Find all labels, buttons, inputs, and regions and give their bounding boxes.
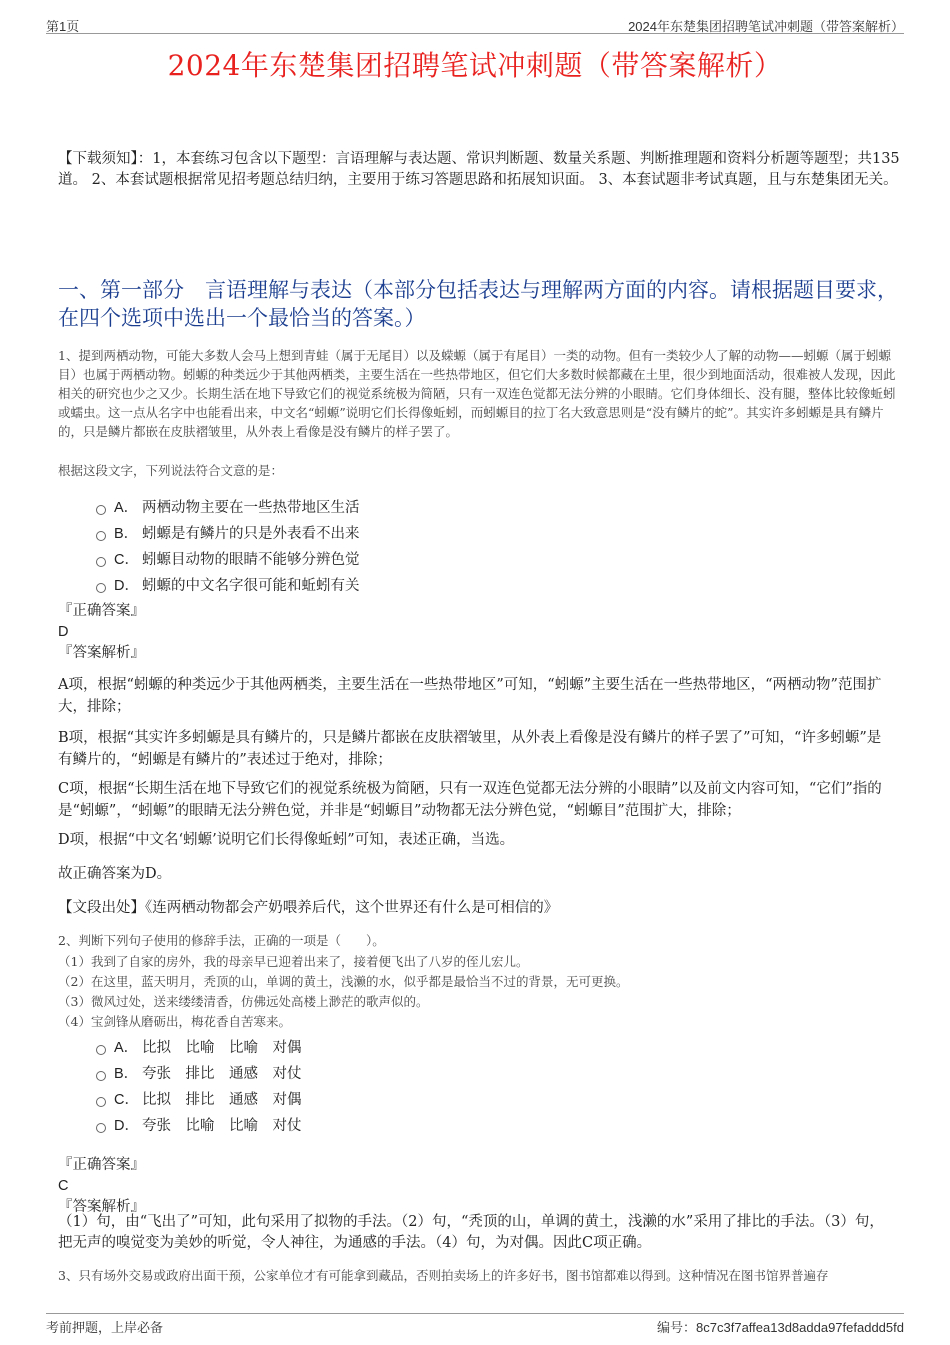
radio-icon[interactable] (96, 1045, 106, 1055)
question-1-options (96, 493, 360, 597)
question-3-stem: 3、只有场外交易或政府出面干预，公家单位才有可能拿到藏品，否则拍卖场上的许多好书，图书馆都难以得到。这种情况在图书馆界普遍存 (58, 1268, 829, 1283)
analysis-c: C项，根据“长期生活在地下导致它们的视觉系统极为简陋，只有一双连色觉都无法分辨的小眼睛”以及前文内容可知，“它们”指的是“蚓螈”，“蚓螈”的眼睛无法分辨色觉，并非是“蚓螈目”动物都无法分辨色觉，“蚓螈目”范围扩大，排除； (58, 781, 882, 819)
download-notice: 【下载须知】：1，本套练习包含以下题型：言语理解与表达题、常识判断题、数量关系题、判断推理题和资料分析题等题型；共135道。 2、本套试题根据常见招考题总结归纳，主要用于练习答题思路和拓展知识面。 3、本套试题非考试真题，且与东楚集团无关。 (58, 151, 900, 188)
page-footer (46, 1313, 904, 1336)
answer-value: C (58, 1178, 69, 1194)
option-d[interactable]: D． 蚓螈的中文名字很可能和蚯蚓有关 (96, 571, 360, 597)
radio-icon[interactable] (96, 557, 106, 567)
question-1-prompt: 根据这段文字，下列说法符合文意的是： (58, 463, 284, 478)
option-a[interactable]: A． 两栖动物主要在一些热带地区生活 (96, 493, 360, 519)
header-doc-title: 2024年东楚集团招聘笔试冲刺题（带答案解析） (628, 19, 904, 34)
analysis-b: B项，根据“其实许多蚓螈是具有鳞片的，只是鳞片都嵌在皮肤褶皱里，从外表上看像是没有鳞片的样子罢了”可知，“许多蚓螈”是有鳞片的，“蚓螈是有鳞片的”表述过于绝对，排除； (58, 730, 882, 768)
radio-icon[interactable] (96, 583, 106, 593)
question-2-analysis: （1）句，由“飞出了”可知，此句采用了拟物的手法。（2）句，“秃顶的山，单调的黄土，浅濑的水”采用了排比的手法。（3）句，把无声的嗅觉变为美妙的听觉，令人神往，为通感的手法。（4）句，为对偶。因此C项正确。 (58, 1214, 884, 1251)
answer-value: D (58, 624, 69, 640)
page-title: 2024年东楚集团招聘笔试冲刺题（带答案解析） (167, 49, 783, 82)
option-b[interactable]: B． 蚓螈是有鳞片的只是外表看不出来 (96, 519, 360, 545)
question-2-answer (58, 1154, 900, 1218)
answer-label: 『正确答案』 (58, 1157, 145, 1173)
option-a[interactable]: A． 比拟 比喻 比喻 对偶 (96, 1033, 302, 1059)
answer-label: 『正确答案』 (58, 603, 145, 619)
radio-icon[interactable] (96, 531, 106, 541)
question-2-sentence-1: （1）我到了自家的房外，我的母亲早已迎着出来了，接着便飞出了八岁的侄儿宏儿。 (58, 954, 529, 969)
question-2-options (96, 1033, 302, 1137)
question-1-passage: 1、提到两栖动物，可能大多数人会马上想到青蛙（属于无尾目）以及蝾螈（属于有尾目）一类的动物。但有一类较少人了解的动物——蚓螈（属于蚓螈目）也属于两栖动物。蚓螈的种类远少于其他两栖类，主要生活在一些热带地区，但它们大多数时候都藏在土里，很少到地面活动，很难被人发现，因此相关的研究也少之又少。长期生活在地下导致它们的视觉系统极为简陋，只有一双连色觉都无法分辨的小眼睛。它们身体细长、没有腿，整体比较像蚯蚓或蠕虫。这一点从名字中也能看出来，中文名“蚓螈”说明它们长得像蚯蚓，而蚓螈目的拉丁名大致意思则是“没有鳞片的蛇”。其实许多蚓螈是具有鳞片的，只是鳞片都嵌在皮肤褶皱里，从外表上看像是没有鳞片的样子罢了。 (58, 348, 896, 439)
question-2-sentence-3: （3）微风过处，送来缕缕清香，仿佛远处高楼上渺茫的歌声似的。 (58, 994, 429, 1009)
document-code: 编号：8c7c3f7affea13d8adda97fefaddd5fd (657, 1320, 904, 1336)
question-2-sentence-4: （4）宝剑锋从磨砺出，梅花香自苦寒来。 (58, 1014, 291, 1029)
radio-icon[interactable] (96, 1071, 106, 1081)
radio-icon[interactable] (96, 505, 106, 515)
footer-slogan: 考前押题，上岸必备 (46, 1321, 164, 1336)
analysis-label: 『答案解析』 (58, 1199, 145, 1215)
option-b[interactable]: B． 夸张 排比 通感 对仗 (96, 1059, 302, 1085)
question-1-answer (58, 600, 900, 664)
page-number: 第1页 (46, 19, 80, 34)
option-c[interactable]: C． 蚓螈目动物的眼睛不能够分辨色觉 (96, 545, 360, 571)
page-header (46, 14, 904, 34)
radio-icon[interactable] (96, 1123, 106, 1133)
passage-source: 【文段出处】《连两栖动物都会产奶喂养后代，这个世界还有什么是可相信的》 (58, 900, 559, 916)
analysis-label: 『答案解析』 (58, 645, 145, 661)
analysis-conclusion: 故正确答案为D。 (58, 866, 172, 882)
section-title: 一、第一部分 言语理解与表达（本部分包括表达与理解两方面的内容。请根据题目要求，在四个选项中选出一个最恰当的答案。） (58, 278, 898, 330)
radio-icon[interactable] (96, 1097, 106, 1107)
option-c[interactable]: C． 比拟 排比 通感 对偶 (96, 1085, 302, 1111)
analysis-d: D项，根据“中文名‘蚓螈’说明它们长得像蚯蚓”可知，表述正确，当选。 (58, 832, 515, 848)
option-d[interactable]: D． 夸张 比喻 比喻 对仗 (96, 1111, 302, 1137)
analysis-a: A项，根据“蚓螈的种类远少于其他两栖类，主要生活在一些热带地区”可知，“蚓螈”主要生活在一些热带地区，“两栖动物”范围扩大，排除； (58, 677, 882, 715)
question-2-stem: 2、判断下列句子使用的修辞手法，正确的一项是（ ）。 (58, 933, 385, 948)
question-2-sentence-2: （2）在这里，蓝天明月，秃顶的山，单调的黄土，浅濑的水，似乎都是最恰当不过的背景，无可更换。 (58, 974, 629, 989)
